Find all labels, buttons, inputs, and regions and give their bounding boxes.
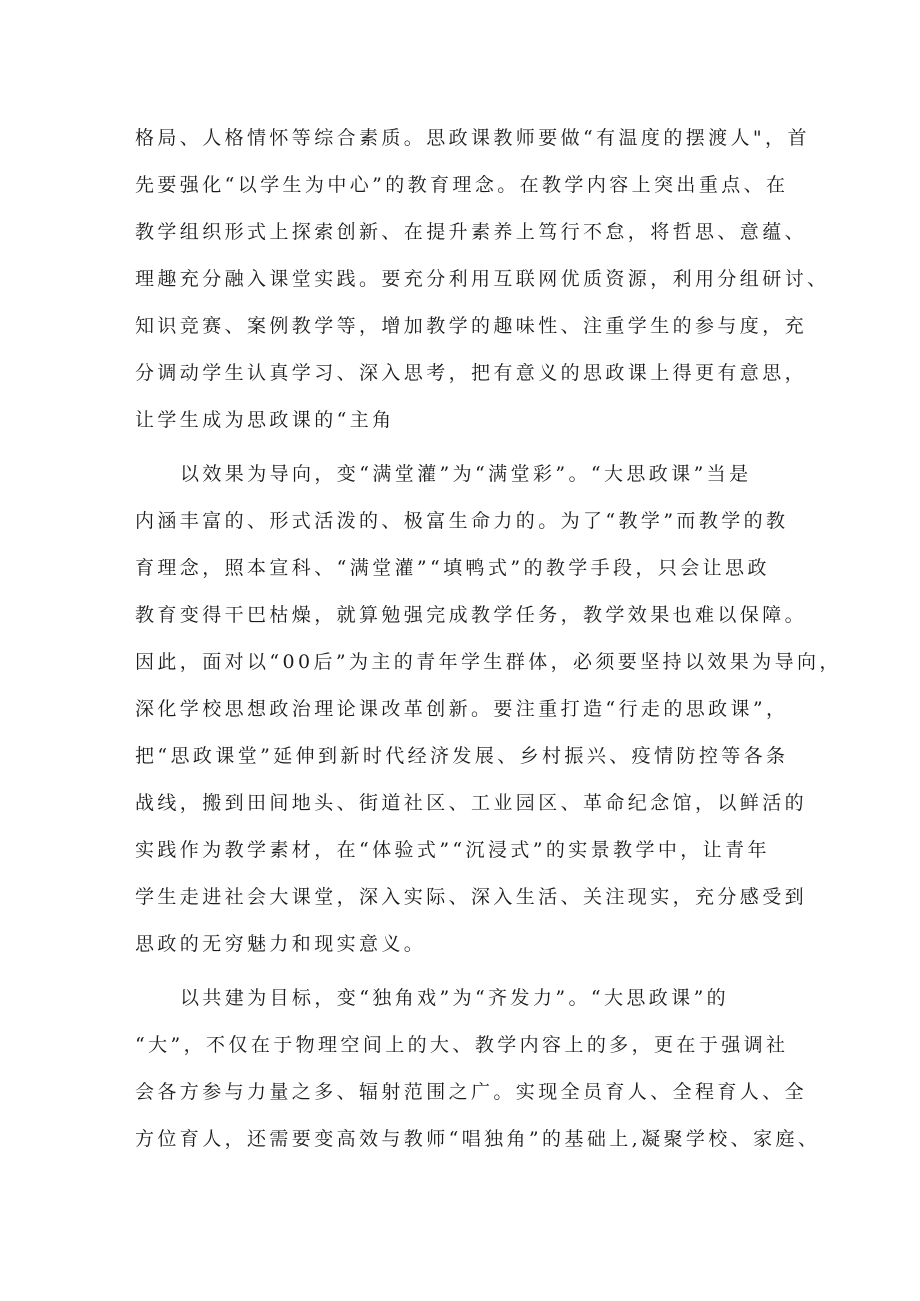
text-line: 实践作为教学素材，在“体验式”“沉浸式”的实景教学中，让青年 — [135, 839, 770, 861]
text-line: 会各方参与力量之多、辐射范围之广。实现全员育人、全程育人、全 — [135, 1081, 808, 1103]
text-line: 知识竞赛、案例教学等，增加教学的趣味性、注重学生的参与度，充 — [135, 315, 808, 337]
text-line: 战线，搬到田间地头、街道社区、工业园区、革命纪念馆，以鲜活的 — [135, 792, 808, 814]
text-line: 格局、人格情怀等综合素质。思政课教师要做“有温度的摆渡人"，首 — [135, 127, 810, 149]
text-line: 先要强化“以学生为中心”的教育理念。在教学内容上突出重点、在 — [135, 174, 789, 196]
text-line: 学生走进社会大课堂，深入实际、深入生活、关注现实，充分感受到 — [135, 886, 808, 908]
text-line: 以共建为目标，变“独角戏”为“齐发力”。“大思政课”的 — [180, 987, 730, 1009]
text-line: 理趣充分融入课堂实践。要充分利用互联网优质资源，利用分组研讨、 — [135, 268, 830, 290]
text-line: 方位育人，还需要变高效与教师“唱独角”的基础上,凝聚学校、家庭、 — [135, 1128, 821, 1150]
text-line: 教学组织形式上探索创新、在提升素养上笃行不怠，将哲思、意蕴、 — [135, 221, 808, 243]
text-line: 把“思政课堂”延伸到新时代经济发展、乡村振兴、疫情防控等各条 — [135, 745, 789, 767]
text-line: “大”，不仅在于物理空间上的大、教学内容上的多，更在于强调社 — [135, 1034, 789, 1056]
text-line: 教育变得干巴枯燥，就算勉强完成教学任务，教学效果也难以保障。 — [135, 604, 808, 626]
text-line: 深化学校思想政治理论课改革创新。要注重打造“行走的思政课”， — [135, 698, 789, 720]
text-line: 让学生成为思政课的“主角 — [135, 409, 395, 431]
text-line: 以效果为导向，变“满堂灌”为“满堂彩”。“大思政课”当是 — [180, 463, 752, 485]
text-line: 内涵丰富的、形式活泼的、极富生命力的。为了“教学”而教学的教 — [135, 510, 789, 532]
text-line: 因此，面对以“00后”为主的青年学生群体，必须要坚持以效果为导向， — [135, 651, 842, 673]
text-line: 思政的无穷魅力和现实意义。 — [135, 933, 427, 955]
text-line: 育理念，照本宣科、“满堂灌”“填鸭式”的教学手段，只会让思政 — [135, 557, 770, 579]
text-line: 分调动学生认真学习、深入思考，把有意义的思政课上得更有意思， — [135, 362, 808, 384]
